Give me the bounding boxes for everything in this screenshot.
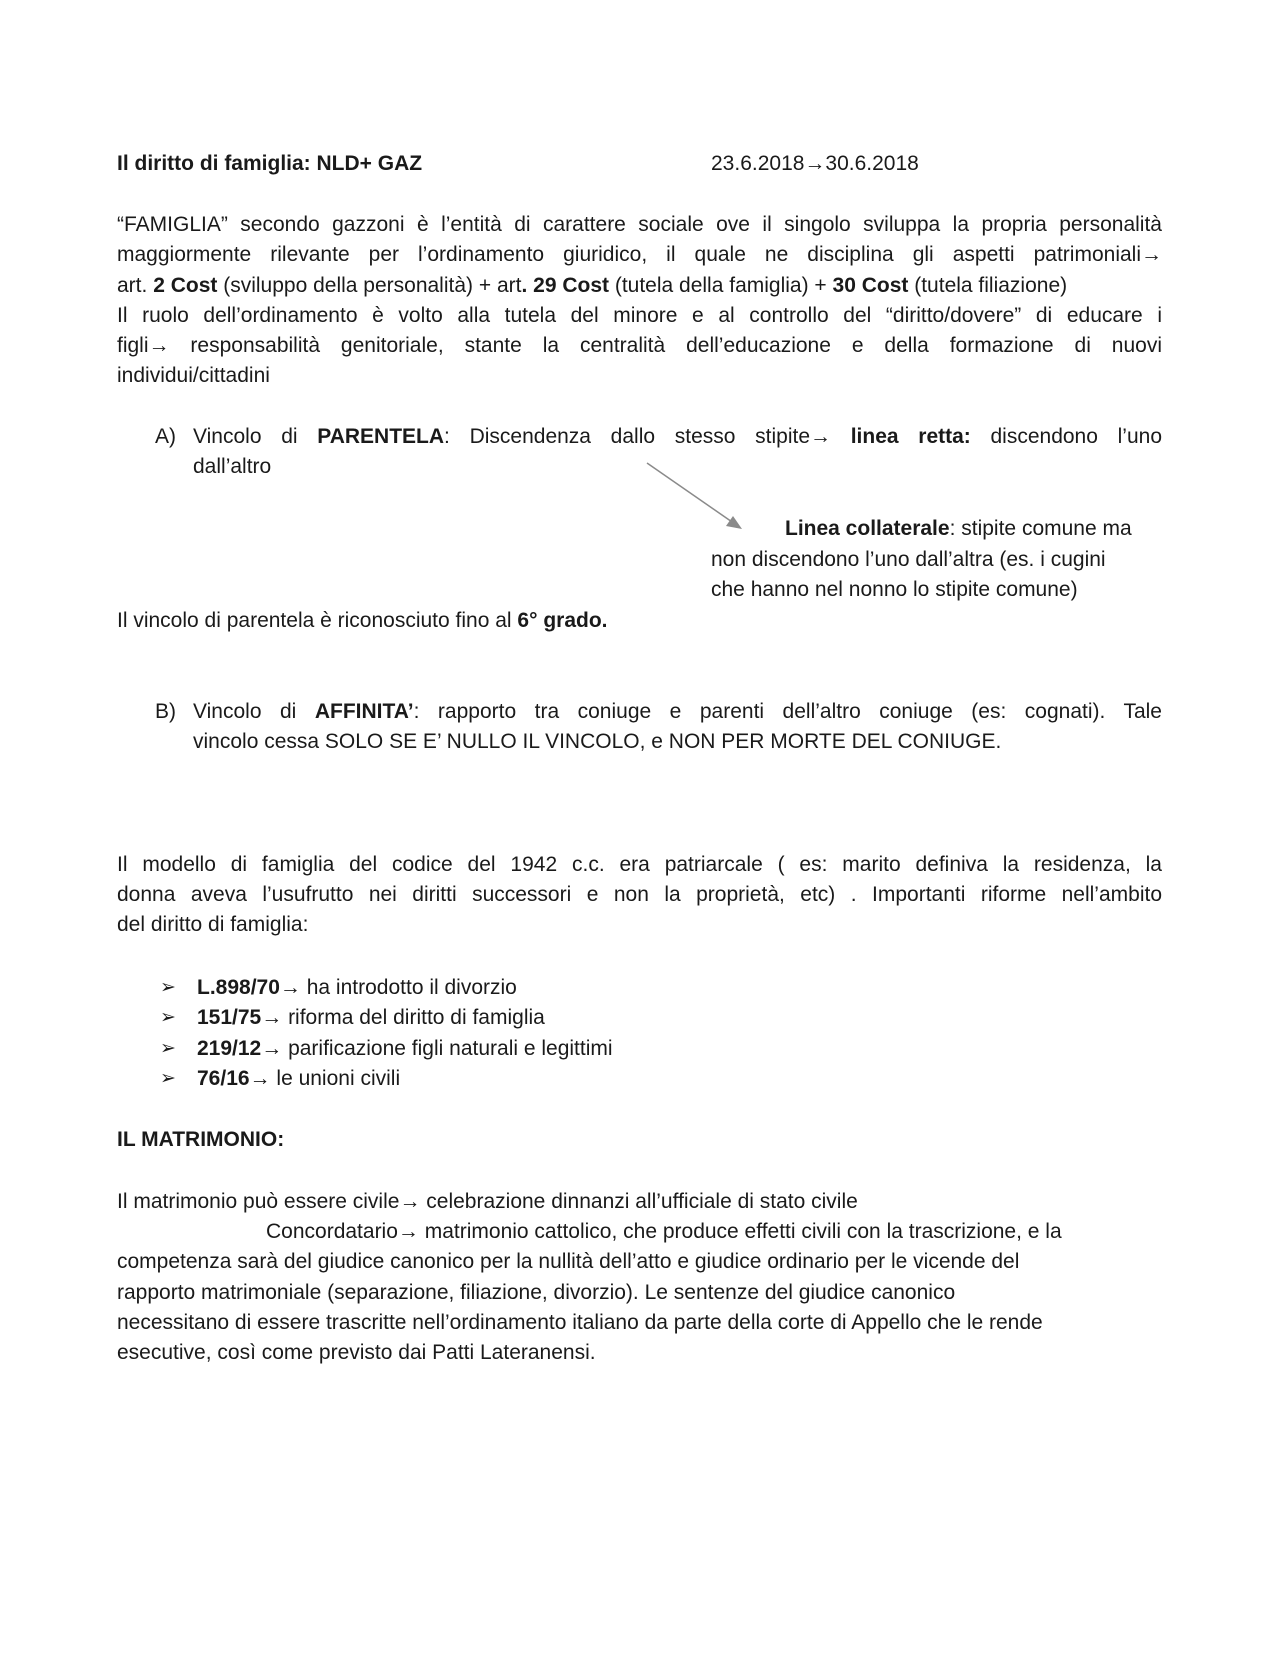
modello-line-2: donna aveva l’usufrutto nei diritti successori e non la proprietà, etc) . Importanti riforme nell’ambito	[117, 883, 1162, 906]
matrimonio-line-5: necessitano di essere trascritte nell’ordinamento italiano da parte della corte di Appello che le rende	[117, 1311, 1043, 1334]
bullet-arrow-icon: ➢	[160, 1038, 176, 1059]
parentela-line-2: dall’altro	[193, 455, 272, 478]
bullet-arrow-icon: ➢	[160, 1068, 176, 1089]
matrimonio-line-2: Concordatario→ matrimonio cattolico, che produce effetti civili con la trascrizione, e la	[266, 1220, 1062, 1243]
document-title: Il diritto di famiglia: NLD+ GAZ	[117, 152, 423, 175]
matrimonio-line-3: competenza sarà del giudice canonico per la nullità dell’atto e giudice ordinario per le vicende del	[117, 1250, 1020, 1273]
matrimonio-line-1: Il matrimonio può essere civile→ celebrazione dinnanzi all’ufficiale di stato civile	[117, 1190, 858, 1213]
collateral-line-2: non discendono l’uno dall’altra (es. i cugini	[711, 548, 1106, 571]
collateral-line-1: Linea collaterale: stipite comune ma	[785, 517, 1132, 540]
bullet-arrow-icon: ➢	[160, 1007, 176, 1028]
matrimonio-heading: IL MATRIMONIO:	[117, 1128, 285, 1151]
affinita-line-1: Vincolo di AFFINITA’: rapporto tra coniuge e parenti dell’altro coniuge (es: cognati). Tale	[193, 700, 1162, 723]
intro-line-6: individui/cittadini	[117, 364, 270, 387]
list-item: L.898/70→ ha introdotto il divorzio	[197, 976, 517, 999]
intro-line-5: figli→ responsabilità genitoriale, stante la centralità dell’educazione e della formazione di nuovi	[117, 334, 1162, 357]
list-label-a: A)	[155, 425, 176, 448]
list-item: 76/16→ le unioni civili	[197, 1067, 401, 1090]
list-label-b: B)	[155, 700, 176, 723]
bullet-arrow-icon: ➢	[160, 977, 176, 998]
document-dates: 23.6.2018→30.6.2018	[711, 152, 919, 175]
matrimonio-line-6: esecutive, così come previsto dai Patti Lateranensi.	[117, 1341, 596, 1364]
intro-line-1: “FAMIGLIA” secondo gazzoni è l’entità di carattere sociale ove il singolo sviluppa la propria personalità	[117, 213, 1162, 236]
parentela-grado: Il vincolo di parentela è riconosciuto fino al 6° grado.	[117, 609, 608, 632]
list-item: 151/75→ riforma del diritto di famiglia	[197, 1006, 545, 1029]
collateral-line-3: che hanno nel nonno lo stipite comune)	[711, 578, 1078, 601]
affinita-line-2: vincolo cessa SOLO SE E’ NULLO IL VINCOLO, e NON PER MORTE DEL CONIUGE.	[193, 730, 1002, 753]
modello-line-1: Il modello di famiglia del codice del 1942 c.c. era patriarcale ( es: marito definiva la residenza, la	[117, 853, 1162, 876]
matrimonio-line-4: rapporto matrimoniale (separazione, filiazione, divorzio). Le sentenze del giudice canonico	[117, 1281, 956, 1304]
intro-line-2: maggiormente rilevante per l’ordinamento giuridico, il quale ne disciplina gli aspetti patrimoniali→	[117, 243, 1162, 266]
parentela-line-1: Vincolo di PARENTELA: Discendenza dallo stesso stipite→ linea retta: discendono l’uno	[193, 425, 1162, 448]
list-item: 219/12→ parificazione figli naturali e legittimi	[197, 1037, 613, 1060]
modello-line-3: del diritto di famiglia:	[117, 913, 309, 936]
intro-line-3: art. 2 Cost (sviluppo della personalità) + art. 29 Cost (tutela della famiglia) + 30 Cost (tutela filiazione)	[117, 274, 1068, 297]
intro-line-4: Il ruolo dell’ordinamento è volto alla tutela del minore e al controllo del “diritto/dovere” di educare i	[117, 304, 1162, 327]
